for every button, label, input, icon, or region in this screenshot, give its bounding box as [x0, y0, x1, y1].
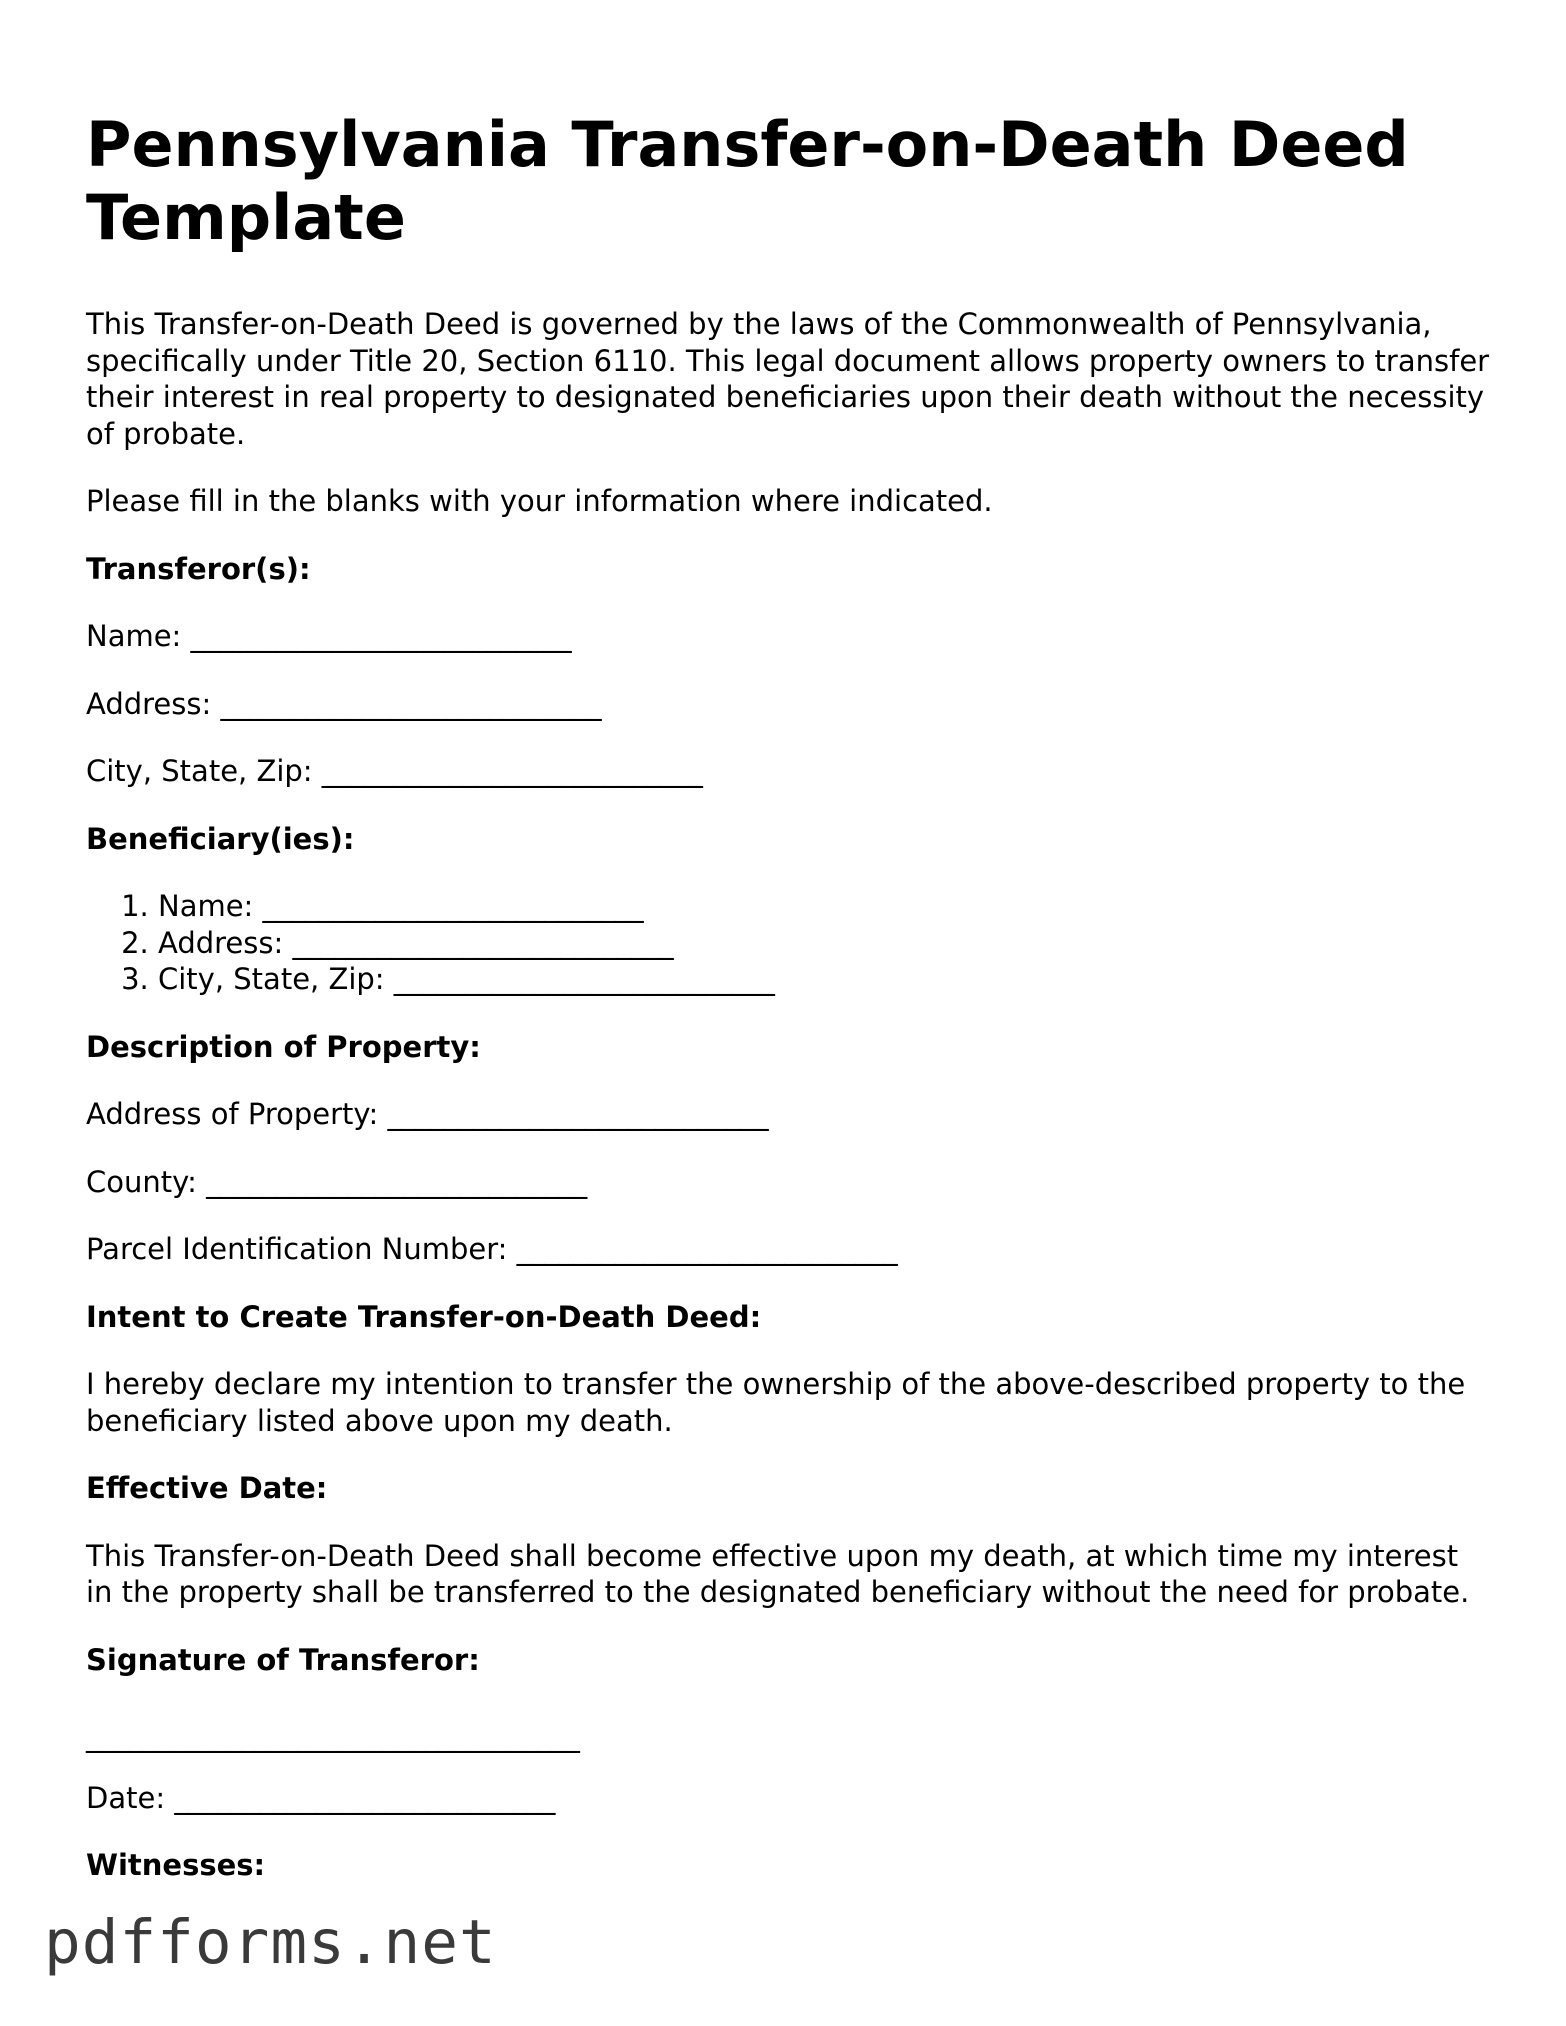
field-label: County: — [86, 1164, 197, 1199]
property-heading: Description of Property: — [86, 1029, 481, 1064]
field-label: Address of Property: — [86, 1097, 379, 1131]
transferor-heading: Transferor(s): — [86, 551, 311, 586]
signature-line[interactable]: ___________________________________ — [86, 1719, 580, 1753]
county-field[interactable] — [86, 1164, 1486, 1201]
field-label: Address: — [86, 686, 212, 721]
blank-line[interactable]: ___________________________ — [220, 686, 602, 721]
beneficiary-list — [86, 888, 1486, 998]
blank-line[interactable]: ___________________________ — [206, 1164, 587, 1199]
beneficiary-name-field[interactable] — [158, 888, 1486, 925]
intent-paragraph: I hereby declare my intention to transfer the ownership of the above-described property to the beneficiary listed above upon my death. — [86, 1367, 1466, 1438]
transferor-city-field[interactable] — [86, 753, 1486, 790]
intro-paragraph: This Transfer-on-Death Deed is governed by the laws of the Commonwealth of Pennsylvania, specifically under Title 20, Section 6110. This legal document allows property owners to transfer their interest in real property to designated beneficiaries upon their death without the necessity of probate. — [86, 307, 1490, 451]
document-page — [86, 108, 1490, 1915]
blank-line[interactable]: ___________________________ — [393, 962, 775, 996]
property-address-field[interactable] — [86, 1096, 1486, 1133]
signature-date-field[interactable] — [86, 1780, 1486, 1817]
intent-heading: Intent to Create Transfer-on-Death Deed: — [86, 1299, 762, 1334]
field-label: Parcel Identification Number: — [86, 1232, 508, 1266]
field-label: Date: — [86, 1780, 166, 1815]
blank-line[interactable]: ___________________________ — [516, 1232, 898, 1266]
field-label: City, State, Zip: — [86, 754, 313, 788]
watermark-logo: pdfforms.net — [44, 1907, 497, 1978]
effective-date-paragraph: This Transfer-on-Death Deed shall become effective upon my death, at which time my interest in the property shall be transferred to the designated beneficiary without the need for probate. — [86, 1538, 1470, 1609]
blank-line[interactable]: ___________________________ — [292, 925, 674, 960]
field-label: Name: — [86, 619, 182, 653]
blank-line[interactable]: ___________________________ — [262, 889, 644, 923]
blank-line[interactable]: ___________________________ — [174, 1780, 556, 1815]
field-label: City, State, Zip: — [158, 962, 385, 996]
transferor-name-field[interactable] — [86, 618, 1486, 655]
field-label: Address: — [158, 925, 284, 960]
effective-date-heading: Effective Date: — [86, 1471, 328, 1505]
document-title: Pennsylvania Transfer-on-Death Deed Template — [86, 108, 1409, 254]
beneficiary-heading: Beneficiary(ies): — [86, 821, 355, 856]
blank-line[interactable]: ___________________________ — [321, 754, 703, 788]
field-label: Name: — [158, 889, 254, 923]
blank-line[interactable]: ___________________________ — [387, 1097, 769, 1131]
instruction-text: Please fill in the blanks with your information where indicated. — [86, 484, 993, 518]
beneficiary-city-field[interactable] — [158, 961, 1486, 998]
signature-heading: Signature of Transferor: — [86, 1642, 480, 1677]
beneficiary-address-field[interactable] — [158, 925, 1486, 962]
parcel-number-field[interactable] — [86, 1231, 1486, 1268]
witnesses-heading: Witnesses: — [86, 1848, 266, 1882]
transferor-address-field[interactable] — [86, 686, 1486, 723]
blank-line[interactable]: ___________________________ — [190, 619, 572, 653]
